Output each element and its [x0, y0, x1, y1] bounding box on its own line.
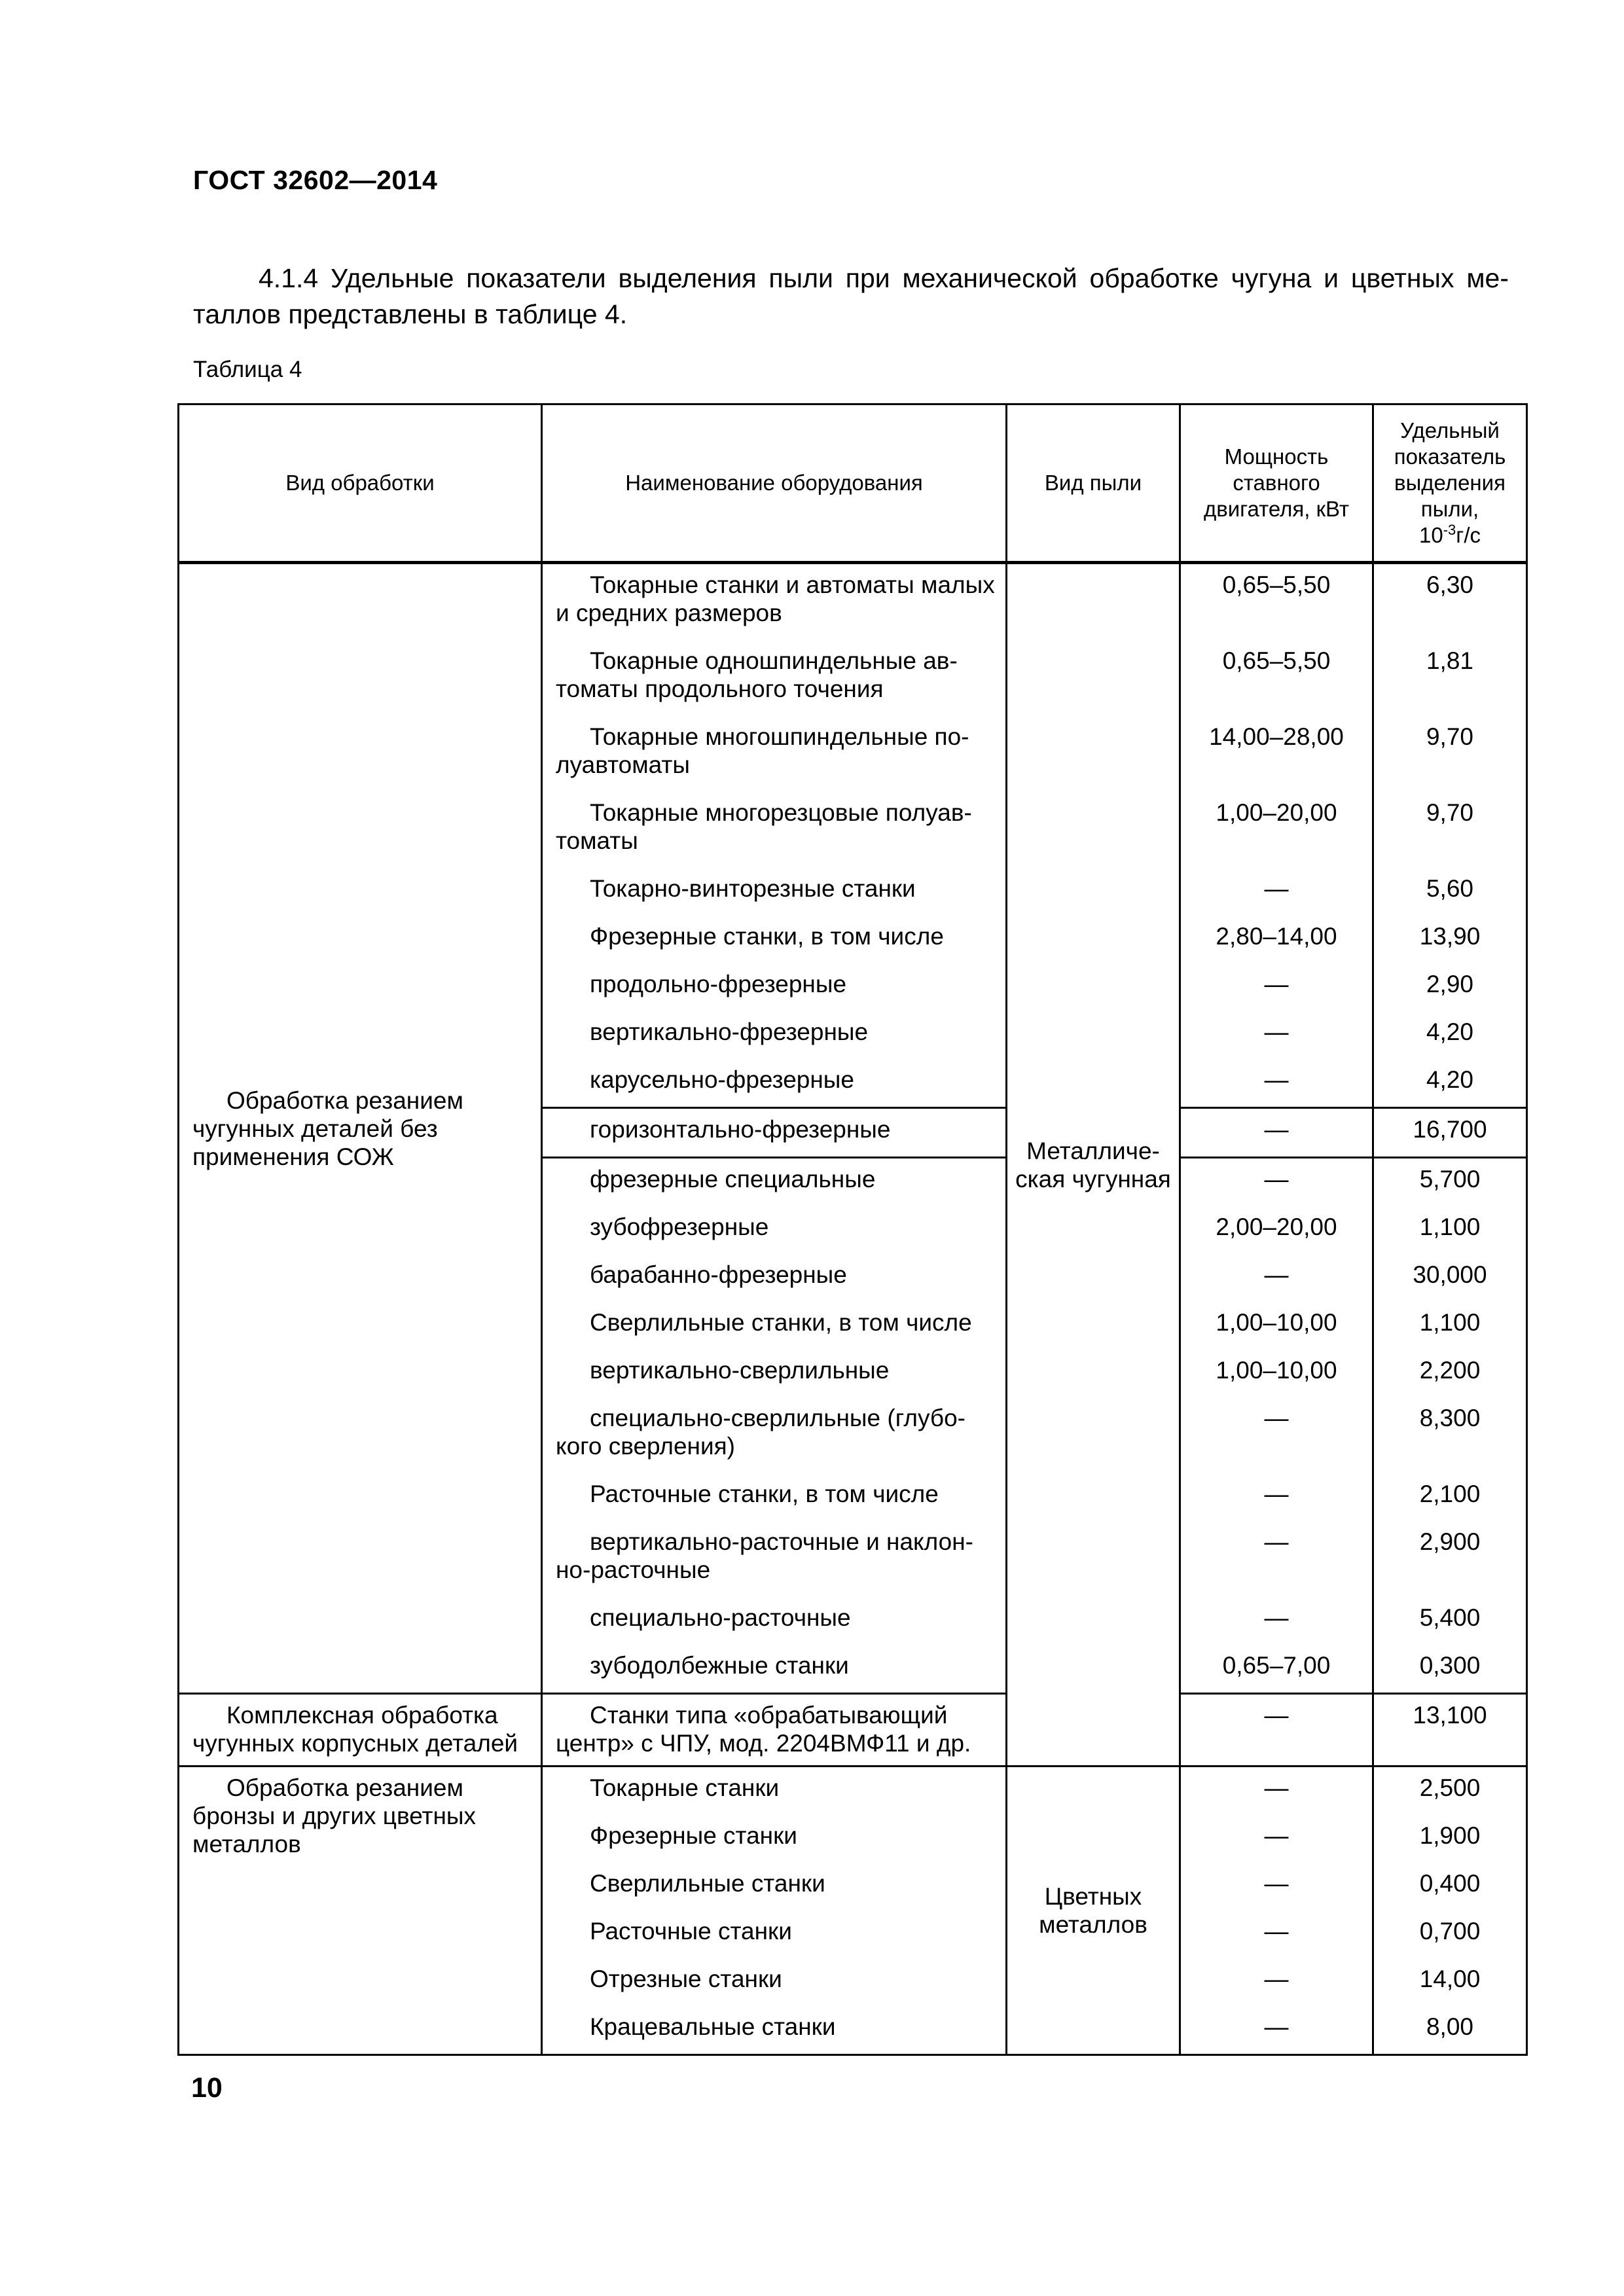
header-rate-main: Удельный показатель выделения пыли, — [1394, 418, 1506, 521]
equipment-cell: специально-расточные — [542, 1597, 1007, 1645]
equipment-cell: продольно-фрезерные — [542, 963, 1007, 1011]
power-cell: 1,00–10,00 — [1180, 1350, 1373, 1397]
power-cell: — — [1180, 1863, 1373, 1910]
header-rate-unit: г/с — [1456, 523, 1481, 547]
header-rate-base: 10 — [1419, 523, 1443, 547]
group-label: Обработка резанием чугунных деталей без применения СОЖ — [192, 1086, 463, 1170]
power-cell: — — [1180, 1694, 1373, 1767]
page-number: 10 — [191, 2072, 223, 2104]
rate-cell: 1,81 — [1373, 640, 1527, 716]
rate-cell: 5,60 — [1373, 868, 1527, 916]
equipment-cell: горизонтально-фрезерные — [542, 1108, 1007, 1158]
dust-emission-table — [177, 403, 1528, 2056]
power-cell: — — [1180, 1597, 1373, 1645]
header-rate — [1373, 404, 1527, 563]
equipment-cell: Сверлильные станки, в том числе — [542, 1302, 1007, 1350]
power-cell: 1,00–10,00 — [1180, 1302, 1373, 1350]
power-cell: — — [1180, 1958, 1373, 2006]
dust-type-nonferrous: Цветных металлов — [1007, 1767, 1180, 2055]
equipment-cell: Токарные одношпиндельные автоматы продольного точения — [542, 640, 1007, 716]
group-nonferrous-cutting — [179, 1767, 542, 2055]
dust-type-cast-iron: Металлическая чугунная — [1007, 563, 1180, 1767]
power-cell: 0,65–5,50 — [1180, 563, 1373, 641]
rate-cell: 0,300 — [1373, 1645, 1527, 1694]
rate-cell: 0,400 — [1373, 1863, 1527, 1910]
rate-cell: 13,100 — [1373, 1694, 1527, 1767]
table-header-row — [179, 404, 1527, 563]
intro-paragraph — [193, 260, 1509, 332]
rate-cell: 4,20 — [1373, 1011, 1527, 1059]
rate-cell: 1,100 — [1373, 1302, 1527, 1350]
equipment-cell: Токарные станки и автоматы малых и средних размеров — [542, 563, 1007, 641]
equipment-cell: Фрезерные станки — [542, 1815, 1007, 1863]
rate-cell: 2,900 — [1373, 1521, 1527, 1597]
equipment-cell: Расточные станки — [542, 1910, 1007, 1958]
group-label: Обработка резанием бронзы и других цветных металлов — [192, 1774, 477, 1857]
rate-cell: 14,00 — [1373, 1958, 1527, 2006]
power-cell: — — [1180, 868, 1373, 916]
rate-cell: 2,90 — [1373, 963, 1527, 1011]
power-cell: — — [1180, 1815, 1373, 1863]
equipment-cell: карусельно-фрезерные — [542, 1059, 1007, 1108]
equipment-cell: фрезерные специальные — [542, 1158, 1007, 1207]
equipment-cell: Токарно-винторезные станки — [542, 868, 1007, 916]
power-cell: — — [1180, 1473, 1373, 1521]
equipment-cell: зубодолбежные станки — [542, 1645, 1007, 1694]
table-row — [179, 563, 1527, 641]
equipment-cell: Расточные станки, в том числе — [542, 1473, 1007, 1521]
group-cast-iron-cutting — [179, 563, 542, 1694]
power-cell: — — [1180, 1108, 1373, 1158]
power-cell: — — [1180, 1254, 1373, 1302]
group-cast-iron-complex — [179, 1694, 542, 1767]
intro-text: 4.1.4 Удельные показатели выделения пыли при механической обработке чугуна и цветных металлов представлены в таблице 4. — [193, 263, 1509, 329]
equipment-cell: вертикально-расточные и наклонно-расточные — [542, 1521, 1007, 1597]
equipment-cell: барабанно-фрезерные — [542, 1254, 1007, 1302]
power-cell: 0,65–5,50 — [1180, 640, 1373, 716]
header-dust-type: Вид пыли — [1007, 404, 1180, 563]
power-cell: 2,00–20,00 — [1180, 1206, 1373, 1254]
table-row — [179, 1694, 1527, 1767]
rate-cell: 1,100 — [1373, 1206, 1527, 1254]
equipment-cell: Фрезерные станки, в том числе — [542, 916, 1007, 963]
equipment-cell: Токарные многорезцовые полуавтоматы — [542, 792, 1007, 868]
table-caption: Таблица 4 — [193, 357, 302, 382]
rate-cell: 16,700 — [1373, 1108, 1527, 1158]
power-cell: — — [1180, 2006, 1373, 2055]
power-cell: — — [1180, 1011, 1373, 1059]
rate-cell: 2,500 — [1373, 1767, 1527, 1816]
header-power: Мощность ставного двигателя, кВт — [1180, 404, 1373, 563]
rate-cell: 2,200 — [1373, 1350, 1527, 1397]
power-cell: — — [1180, 1521, 1373, 1597]
rate-cell: 9,70 — [1373, 792, 1527, 868]
header-rate-exponent: -3 — [1443, 522, 1456, 538]
header-equipment: Наименование оборудования — [542, 404, 1007, 563]
rate-cell: 2,100 — [1373, 1473, 1527, 1521]
power-cell: — — [1180, 1397, 1373, 1473]
power-cell: 0,65–7,00 — [1180, 1645, 1373, 1694]
rate-cell: 0,700 — [1373, 1910, 1527, 1958]
rate-cell: 9,70 — [1373, 716, 1527, 792]
rate-cell: 1,900 — [1373, 1815, 1527, 1863]
group-label: Комплексная обработка чугунных корпусных деталей — [192, 1702, 518, 1757]
power-cell: — — [1180, 1059, 1373, 1108]
equipment-cell: вертикально-сверлильные — [542, 1350, 1007, 1397]
equipment-cell: Станки типа «обрабатывающий центр» с ЧПУ, мод. 2204ВМФ11 и др. — [542, 1694, 1007, 1767]
equipment-cell: Токарные станки — [542, 1767, 1007, 1816]
rate-cell: 30,000 — [1373, 1254, 1527, 1302]
power-cell: — — [1180, 1910, 1373, 1958]
rate-cell: 6,30 — [1373, 563, 1527, 641]
equipment-cell: вертикально-фрезерные — [542, 1011, 1007, 1059]
table-row — [179, 1767, 1527, 1816]
rate-cell: 13,90 — [1373, 916, 1527, 963]
rate-cell: 4,20 — [1373, 1059, 1527, 1108]
rate-cell: 5,700 — [1373, 1158, 1527, 1207]
rate-cell: 8,00 — [1373, 2006, 1527, 2055]
equipment-cell: зубофрезерные — [542, 1206, 1007, 1254]
power-cell: 2,80–14,00 — [1180, 916, 1373, 963]
equipment-cell: Отрезные станки — [542, 1958, 1007, 2006]
equipment-cell: Сверлильные станки — [542, 1863, 1007, 1910]
power-cell: — — [1180, 1158, 1373, 1207]
document-code: ГОСТ 32602—2014 — [193, 165, 438, 195]
equipment-cell: Токарные многошпиндельные полуавтоматы — [542, 716, 1007, 792]
equipment-cell: Крацевальные станки — [542, 2006, 1007, 2055]
power-cell: 14,00–28,00 — [1180, 716, 1373, 792]
rate-cell: 5,400 — [1373, 1597, 1527, 1645]
power-cell: — — [1180, 963, 1373, 1011]
power-cell: 1,00–20,00 — [1180, 792, 1373, 868]
header-processing: Вид обработки — [179, 404, 542, 563]
power-cell: — — [1180, 1767, 1373, 1816]
equipment-cell: специально-сверлильные (глубокого сверления) — [542, 1397, 1007, 1473]
rate-cell: 8,300 — [1373, 1397, 1527, 1473]
